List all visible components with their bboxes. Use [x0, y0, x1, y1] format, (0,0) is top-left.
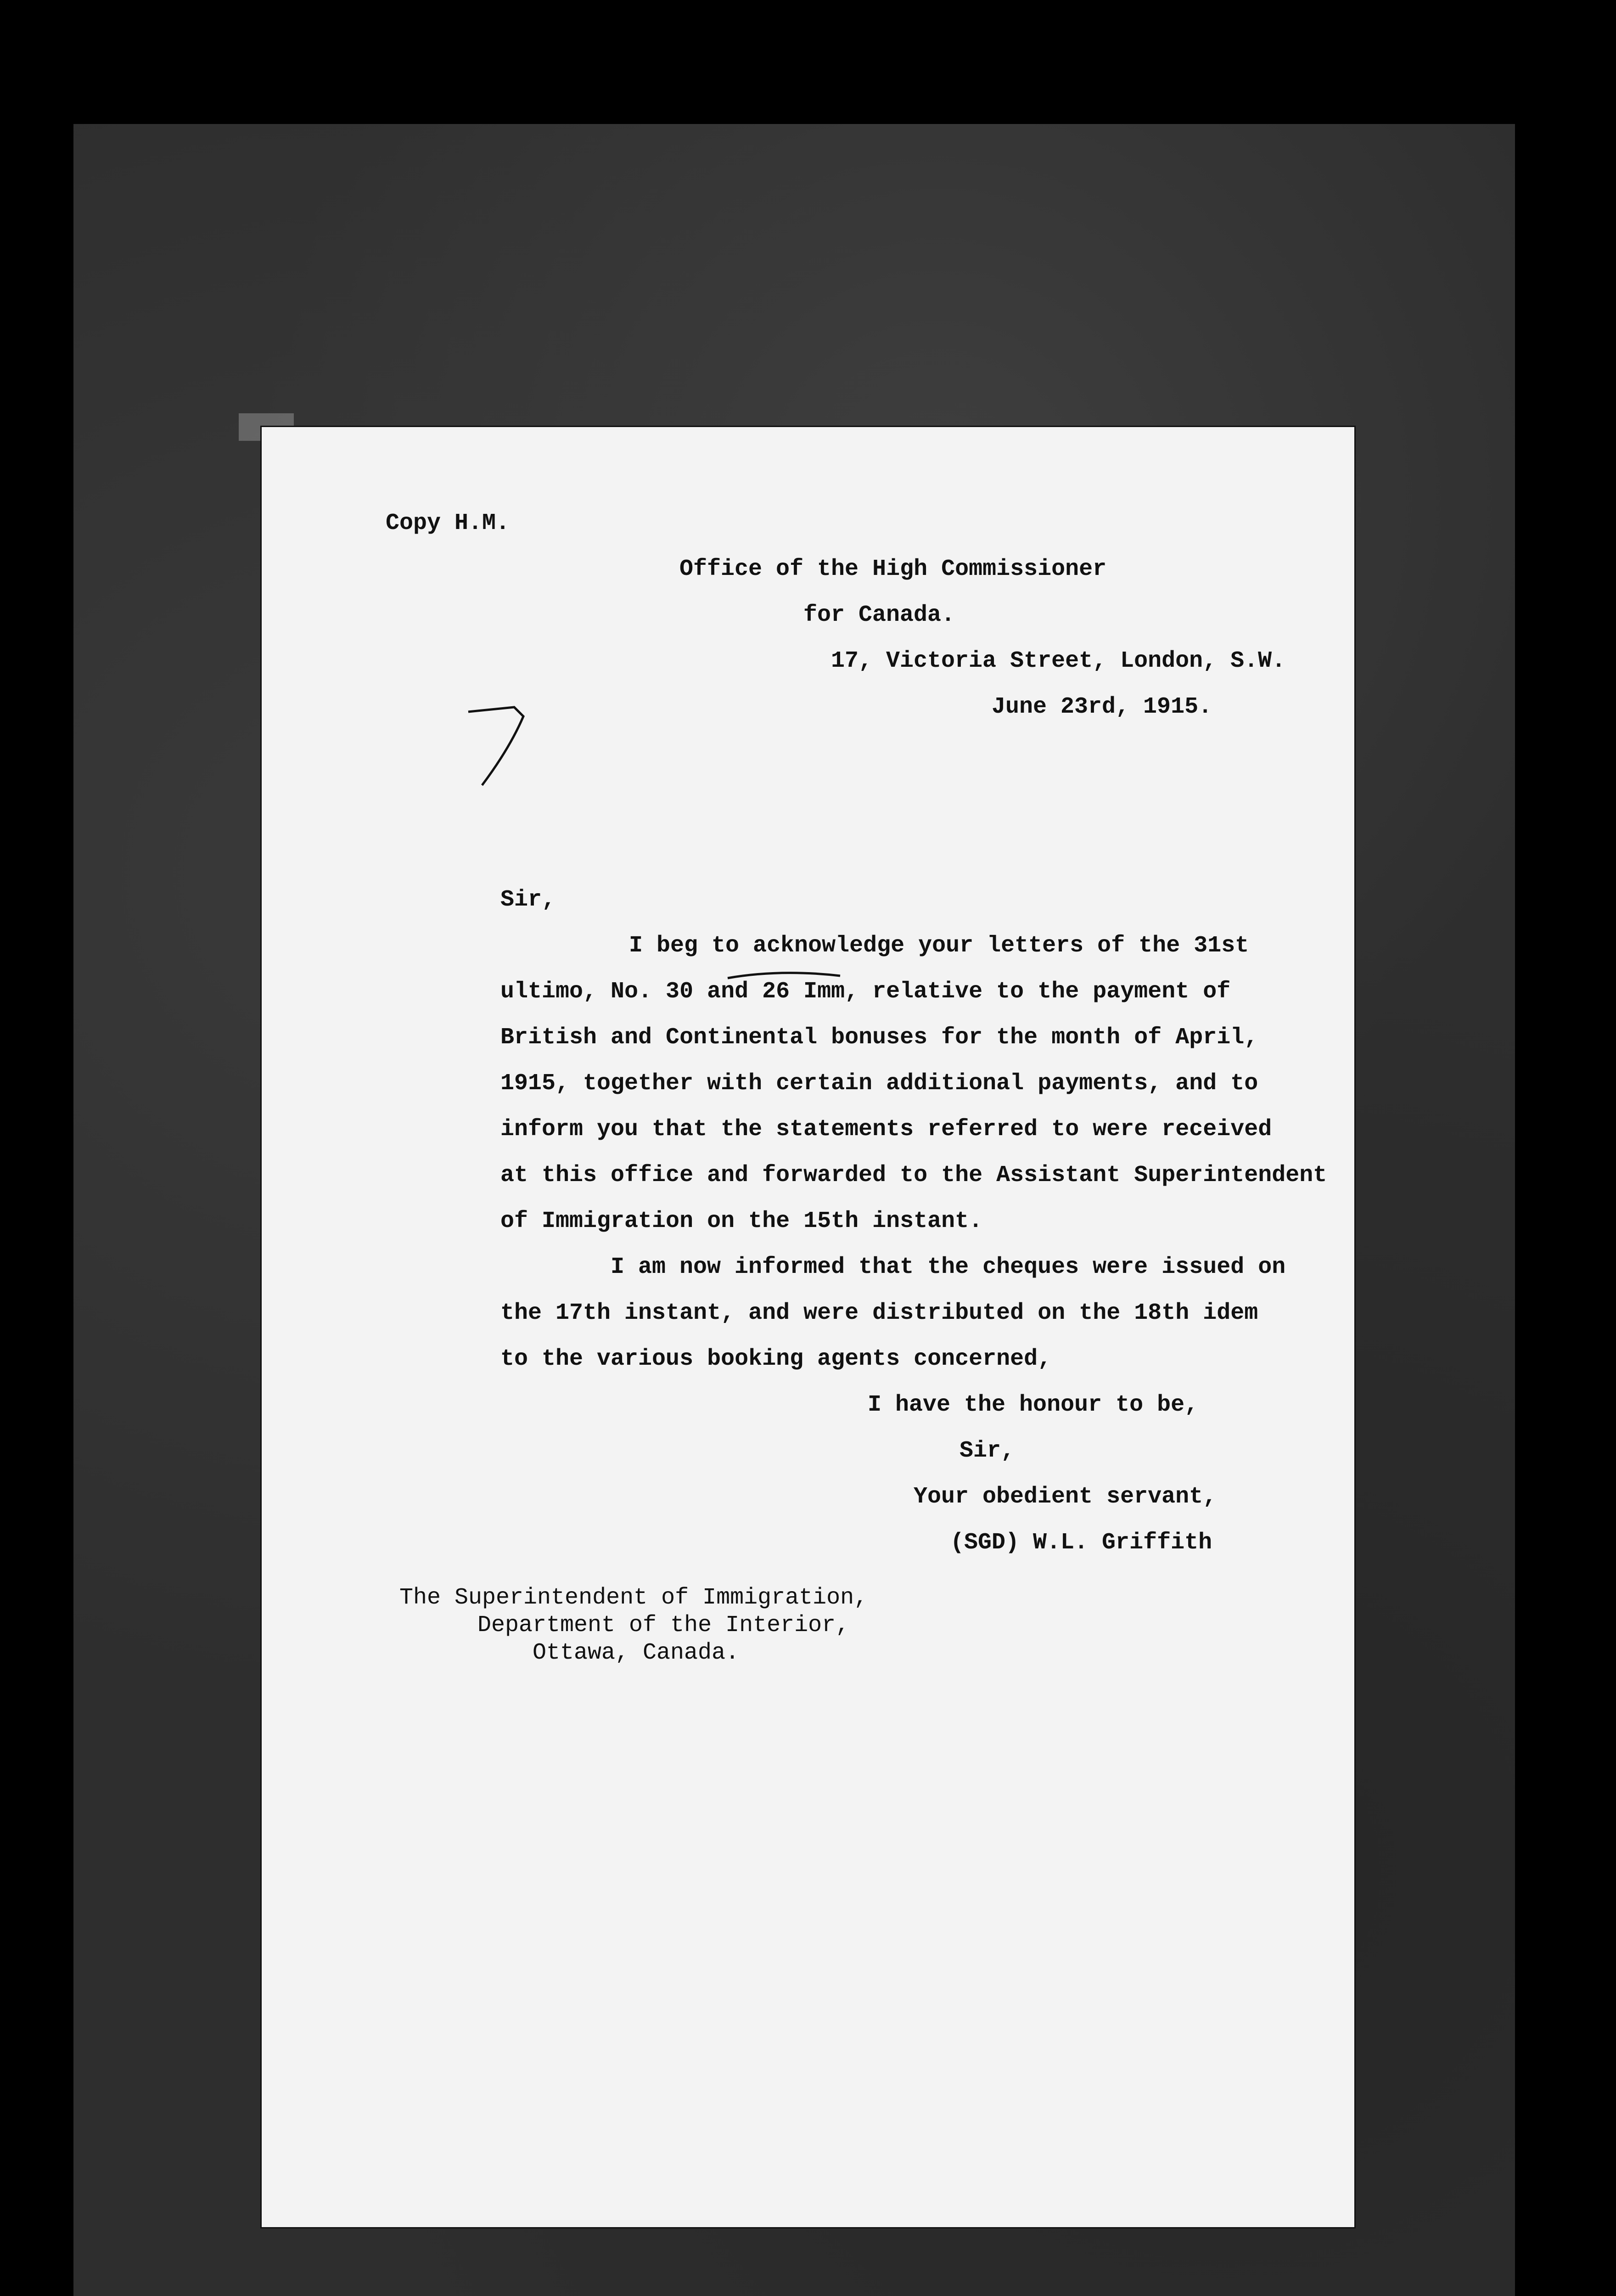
body-line-9: the 17th instant, and were distributed on the 18th idem	[500, 1300, 1258, 1326]
closing-line-1: I have the honour to be,	[868, 1392, 1199, 1418]
office-line-2: for Canada.	[803, 602, 955, 628]
closing-line-4: (SGD) W.L. Griffith	[950, 1530, 1212, 1556]
body-line-5: inform you that the statements referred to were received	[500, 1116, 1272, 1142]
copy-note: Copy H.M.	[386, 510, 510, 536]
body-line-1: I beg to acknowledge your letters of the 31st	[629, 933, 1249, 959]
underline-26-imm	[725, 964, 845, 983]
body-line-3: British and Continental bonuses for the month of April,	[500, 1024, 1258, 1051]
body-line-7: of Immigration on the 15th instant.	[500, 1208, 983, 1234]
body-line-2: ultimo, No. 30 and 26 Imm, relative to the payment of	[500, 979, 1231, 1005]
salutation: Sir,	[500, 887, 556, 913]
office-line-1: Office of the High Commissioner	[679, 556, 1107, 582]
margin-seven-mark	[454, 698, 546, 799]
closing-line-3: Your obedient servant,	[914, 1484, 1217, 1510]
office-address: 17, Victoria Street, London, S.W.	[831, 648, 1286, 674]
body-line-8: I am now informed that the cheques were issued on	[611, 1254, 1286, 1280]
body-line-10: to the various booking agents concerned,	[500, 1346, 1052, 1372]
addressee-line-3: Ottawa, Canada.	[533, 1640, 740, 1666]
addressee-line-2: Department of the Interior,	[477, 1612, 850, 1638]
letter-page	[262, 427, 1354, 2227]
letter-date: June 23rd, 1915.	[992, 694, 1212, 720]
body-line-6: at this office and forwarded to the Assistant Superintendent	[500, 1162, 1327, 1188]
closing-line-2: Sir,	[960, 1438, 1015, 1464]
addressee-line-1: The Superintendent of Immigration,	[399, 1585, 868, 1611]
body-line-4: 1915, together with certain additional payments, and to	[500, 1070, 1258, 1097]
